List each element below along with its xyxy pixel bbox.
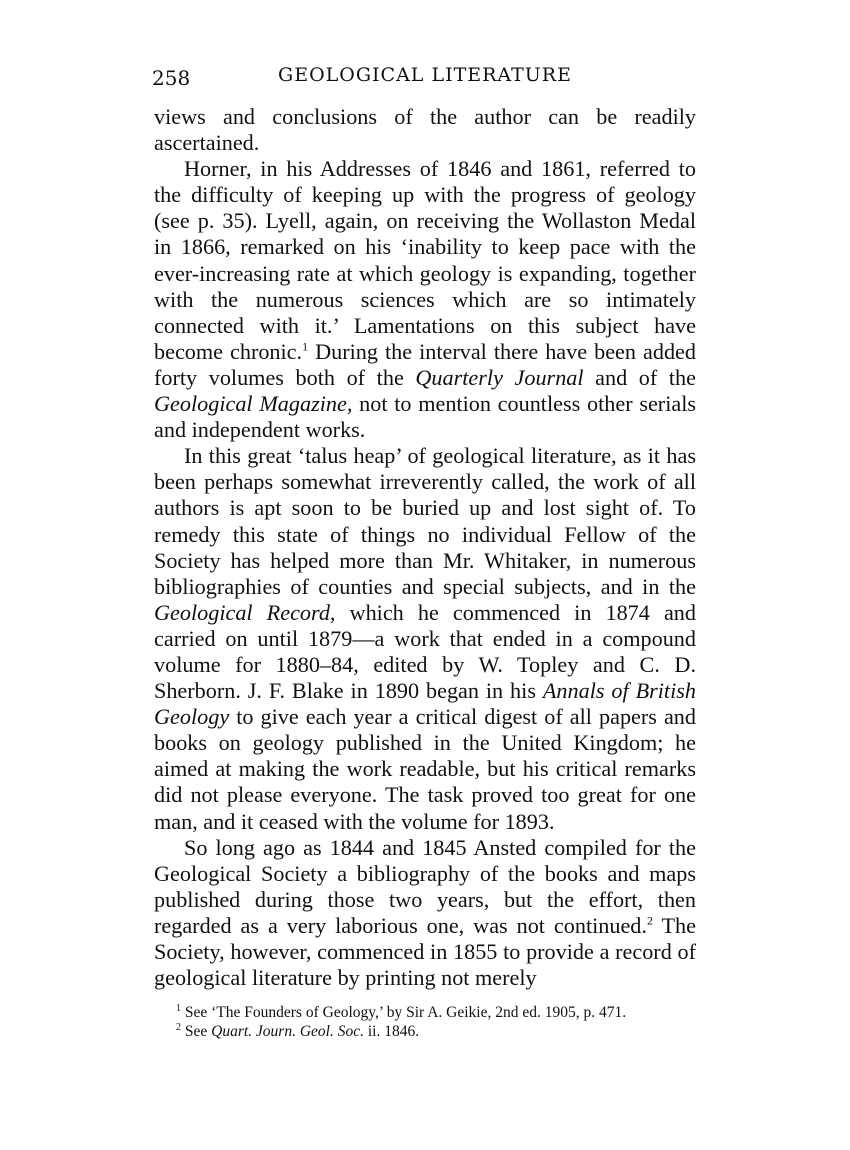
paragraph-3 xyxy=(154,443,696,834)
journal-title-quarterly: Quarterly Journal xyxy=(415,364,584,390)
paragraph-3-text-a: In this great ‘talus heap’ of geological literature, as it has been perhaps somewhat irreverently called, the work of all authors is apt soon to be buried up and lost sight of. To remedy this state of things no individual Fellow of the Society has helped more than Mr. Whitaker, in numerous bibliographies of counties and special subjects, and in the xyxy=(154,443,696,599)
footnote-2-journal: Quart. Journ. Geol. Soc. xyxy=(211,1023,364,1041)
paragraph-3-text-c: to give each year a critical digest of all papers and books on geology published in the United Kingdom; he aimed at making the work readable, but his critical remarks did not please everyone. The task proved too great for one man, and it ceased with the volume for 1893. xyxy=(154,704,696,834)
footnote-ref-1: 1 xyxy=(302,339,309,354)
footnote-2-text-a: See xyxy=(181,1023,212,1041)
paragraph-3-text-b: which he commenced in 1874 and carried on until 1879—a work that ended in a compound volume for 1880–84, edited by W. Topley and C. D. Sherborn. J. F. Blake in 1890 began in his xyxy=(154,599,696,704)
paragraph-4-text-b: The Society, however, commenced in 1855 to provide a record of geological literature by printing not merely xyxy=(154,912,696,991)
book-page xyxy=(154,60,696,1041)
page-number: 258 xyxy=(152,66,191,90)
footnote-ref-2: 2 xyxy=(646,913,653,928)
paragraph-2-text-d: not to mention countless other serials and independent works. xyxy=(154,391,697,443)
journal-title-magazine: Geological Magazine, xyxy=(154,391,353,417)
paragraph-2 xyxy=(154,156,696,443)
running-head: GEOLOGICAL LITERATURE xyxy=(278,64,572,86)
paragraph-4-text-a: So long ago as 1844 and 1845 Ansted compiled for the Geological Society a bibliography of the books and maps published during those two years, but the effort, then regarded as a very laborious one, was not continued. xyxy=(154,834,696,938)
footnote-2 xyxy=(154,1022,696,1041)
paragraph-1 xyxy=(154,104,696,156)
paragraph-2-text-b: During the interval there have been added forty volumes both of the xyxy=(154,338,696,390)
paragraph-2-text-c: and of the xyxy=(583,364,696,390)
title-geological-record: Geological Record, xyxy=(154,599,336,625)
footnote-2-text-b: ii. 1846. xyxy=(363,1023,420,1041)
footnote-1 xyxy=(154,1003,696,1022)
footnote-2-mark: 2 xyxy=(176,1022,181,1034)
title-annals-british-geology: Annals of British Geology xyxy=(154,678,696,730)
paragraph-2-text-a: Horner, in his Addresses of 1846 and 1861, referred to the difficulty of keeping up with the progress of geology (see p. 35). Lyell, again, on receiving the Wollaston Medal in 1866, remarked on his ‘inability to keep pace with the ever-increasing rate at which geology is expanding, together with the numerous sciences which are so intimately connected with it.’ Lamentations on this subject have become chronic. xyxy=(154,156,696,364)
page-header xyxy=(154,60,696,94)
body-text xyxy=(154,104,696,991)
footnote-1-mark: 1 xyxy=(176,1003,181,1015)
footnote-1-text: See ‘The Founders of Geology,’ by Sir A. Geikie, 2nd ed. 1905, p. 471. xyxy=(181,1004,627,1022)
paragraph-1-text: views and conclusions of the author can be readily ascertained. xyxy=(154,104,696,156)
paragraph-4 xyxy=(154,835,696,992)
footnotes xyxy=(154,1003,696,1041)
